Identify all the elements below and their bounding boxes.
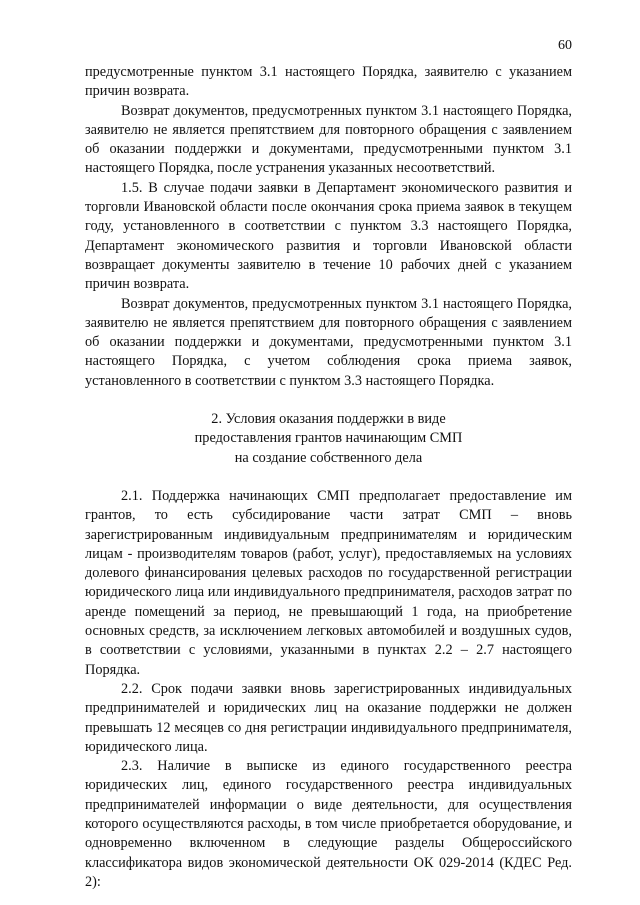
- section-2-title-line-2: предоставления грантов начинающим СМП: [194, 430, 463, 447]
- paragraph-2-3-registry-activity: 2.3. Наличие в выписке из единого государственного реестра юридических лиц, единого государственного реестра индивидуальных предпринимателей информации о виде деятельности, для осуществления которого осуществляются расходы, в том числе приобретается оборудование, и одновременно включенном в следующие разделы Общероссийского классификатора видов экономической деятельности ОК 029-2014 (КДЕС Ред. 2):: [85, 758, 572, 890]
- paragraph-2-1-support-definition: 2.1. Поддержка начинающих СМП предполагает предоставление им грантов, то есть субсидирование части затрат СМП – вновь зарегистрированным индивидуальным предпринимателям и юридическим лицам - производителям товаров (работ, услуг), предоставляемых на условиях долевого финансирования целевых расходов по государственной регистрации юридического лица или индивидуального предпринимателя, расходов затрат по аренде помещений за период, не превышающий 1 года, на приобретение основных средств, за исключением легковых автомобилей и воздушных судов, в соответствии с условиями, указанными в пунктах 2.2 – 2.7 настоящего Порядка.: [85, 487, 572, 678]
- section-2-title-line-3: на создание собственного дела: [234, 449, 423, 466]
- paragraph-return-reasons: предусмотренные пунктом 3.1 настоящего Порядка, заявителю с указанием причин возврата.: [85, 64, 572, 100]
- paragraph-1-5-late-application: 1.5. В случае подачи заявки в Департамент экономического развития и торговли Ивановской области после окончания срока приема заявок в текущем году, установленного в соответствии с пунктом 3.3 настоящего Порядка, Департамент экономического развития и торговли Ивановской области возвращает документы заявителю в течение 10 рабочих дней с указанием причин возврата.: [85, 179, 572, 293]
- section-2-title-line-1: 2. Условия оказания поддержки в виде: [211, 411, 446, 428]
- paragraph-2-2-application-deadline: 2.2. Срок подачи заявки вновь зарегистрированных индивидуальных предпринимателей и юридических лиц на оказание поддержки не должен превышать 12 месяцев со дня регистрации индивидуального предпринимателя, юридического лица.: [85, 680, 572, 755]
- section-2-title: [85, 410, 572, 468]
- document-body: [85, 63, 572, 892]
- page-number: 60: [558, 38, 572, 53]
- paragraph-return-no-obstacle-1: Возврат документов, предусмотренных пунктом 3.1 настоящего Порядка, заявителю не является препятствием для повторного обращения с заявлением об оказании поддержки и документами, предусмотренными пунктом 3.1 настоящего Порядка, после устранения указанных несоответствий.: [85, 102, 572, 177]
- paragraph-return-no-obstacle-2: Возврат документов, предусмотренных пунктом 3.1 настоящего Порядка, заявителю не является препятствием для повторного обращения с заявлением об оказании поддержки и документами, предусмотренными пунктом 3.1 настоящего Порядка, с учетом соблюдения срока приема заявок, установленного в соответствии с пунктом 3.3 настоящего Порядка.: [85, 295, 572, 389]
